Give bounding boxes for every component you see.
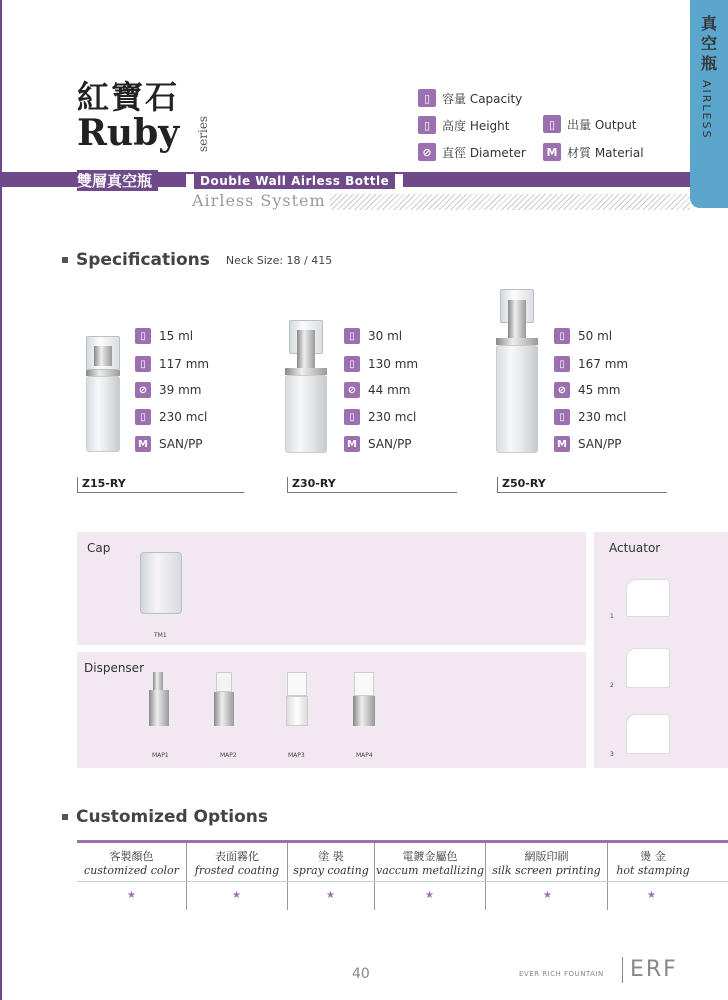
star-silk-screen-printing: ★ <box>543 890 552 901</box>
option-vaccum-metallizing: 電鍍金屬色 vaccum metallizing <box>375 850 485 877</box>
actuator-2-label: 2 <box>610 682 614 689</box>
star-frosted-coating: ★ <box>232 890 241 901</box>
company-name: EVER RICH FOUNTAIN <box>519 970 604 978</box>
page-edge-line <box>0 0 2 1000</box>
system-label: Airless System <box>192 191 326 210</box>
spec-output: 230 mcl <box>368 410 417 424</box>
model-z50: Z50-RY <box>497 477 667 493</box>
spec-z15 <box>135 326 209 454</box>
title-zh: 紅寶石 <box>77 78 180 116</box>
specifications-heading: Specifications Neck Size: 18 / 415 <box>62 250 332 270</box>
output-icon: ▯ <box>543 115 561 133</box>
cap-label: Cap <box>87 541 111 555</box>
map4-head <box>354 672 374 696</box>
map4-label: MAP4 <box>356 752 373 759</box>
spec-output: 230 mcl <box>159 410 208 424</box>
map2-head <box>216 672 232 692</box>
capacity-icon: ▯ <box>344 328 360 344</box>
material-icon: M <box>543 143 561 161</box>
spec-height: 130 mm <box>368 357 419 371</box>
actuator-2-image <box>626 648 670 688</box>
option-frosted-coating: 表面霧化 frosted coating <box>194 850 280 877</box>
bullet-icon <box>62 814 68 820</box>
capacity-icon: ▯ <box>135 328 151 344</box>
height-icon: ▯ <box>554 356 570 372</box>
table-row-divider <box>77 881 728 882</box>
bottle-z50-body <box>496 345 538 453</box>
star-vaccum-metallizing: ★ <box>425 890 434 901</box>
legend-diameter: ⊘ 直徑 Diameter <box>418 143 526 161</box>
output-icon: ▯ <box>554 409 570 425</box>
bottle-z30-pump <box>297 330 315 368</box>
bottle-z15-pump <box>94 346 112 366</box>
map3-label: MAP3 <box>288 752 305 759</box>
spec-z50 <box>554 326 628 454</box>
cap-tm1-image <box>140 552 182 614</box>
spec-height: 167 mm <box>578 357 629 371</box>
model-z15: Z15-RY <box>77 477 244 493</box>
bottle-z50-pump <box>508 300 526 338</box>
spec-capacity: 30 ml <box>368 329 403 343</box>
legend-height: ▯ 高度 Height <box>418 116 509 134</box>
height-icon: ▯ <box>135 356 151 372</box>
bottle-z15-body <box>86 376 120 452</box>
actuator-label: Actuator <box>609 541 661 555</box>
material-icon: M <box>344 436 360 452</box>
bottle-z50-collar <box>496 338 538 345</box>
bottle-z30-body <box>285 375 327 453</box>
band-title-zh: 雙層真空瓶 <box>77 170 158 191</box>
page-number: 40 <box>352 966 370 982</box>
option-spray-coating: 塗 裝 spray coating <box>293 850 369 877</box>
output-icon: ▯ <box>135 409 151 425</box>
map1-head <box>153 672 163 690</box>
diameter-icon: ⊘ <box>418 143 436 161</box>
map1-label: MAP1 <box>152 752 169 759</box>
series-label: series <box>196 115 210 152</box>
spec-diameter: 39 mm <box>159 383 202 397</box>
title-en: Ruby <box>77 112 180 154</box>
option-hot-stamping: 燙 金 hot stamping <box>616 850 690 877</box>
spec-material: SAN/PP <box>159 437 203 451</box>
option-silk-screen-printing: 網版印刷 silk screen printing <box>492 850 601 877</box>
spec-diameter: 44 mm <box>368 383 411 397</box>
band-title-en: Double Wall Airless Bottle <box>186 174 403 190</box>
spec-diameter: 45 mm <box>578 383 621 397</box>
map2-body <box>214 692 234 726</box>
legend-output: ▯ 出量 Output <box>543 115 637 133</box>
logo-divider <box>622 957 623 983</box>
options-table-header-line <box>77 840 728 843</box>
map3-body <box>286 696 308 726</box>
spec-z30 <box>344 326 418 454</box>
output-icon: ▯ <box>344 409 360 425</box>
height-icon: ▯ <box>418 116 436 134</box>
table-divider <box>287 843 288 910</box>
model-z30: Z30-RY <box>287 477 457 493</box>
capacity-icon: ▯ <box>418 89 436 107</box>
erf-logo: ERF <box>630 957 678 982</box>
side-tab-en: AIRLESS <box>700 80 713 140</box>
diameter-icon: ⊘ <box>344 382 360 398</box>
neck-size: Neck Size: 18 / 415 <box>225 253 333 267</box>
map2-label: MAP2 <box>220 752 237 759</box>
table-divider <box>374 843 375 910</box>
map3-head <box>287 672 307 696</box>
spec-capacity: 15 ml <box>159 329 194 343</box>
diameter-icon: ⊘ <box>135 382 151 398</box>
actuator-3-image <box>626 714 670 754</box>
options-heading: Customized Options <box>62 807 268 827</box>
bullet-icon <box>62 257 68 263</box>
cap-tm1-label: TM1 <box>154 632 167 639</box>
diameter-icon: ⊘ <box>554 382 570 398</box>
bottle-z30-collar <box>285 368 327 375</box>
side-tab-zh: 真空瓶 <box>700 14 717 73</box>
star-spray-coating: ★ <box>326 890 335 901</box>
material-icon: M <box>554 436 570 452</box>
legend-capacity: ▯ 容量 Capacity <box>418 89 522 107</box>
spec-output: 230 mcl <box>578 410 627 424</box>
actuator-1-image <box>626 579 670 617</box>
table-divider <box>485 843 486 910</box>
legend-material: M 材質 Material <box>543 143 644 161</box>
map1-body <box>149 690 169 726</box>
spec-height: 117 mm <box>159 357 210 371</box>
hatch-decoration <box>330 194 690 210</box>
star-customized-color: ★ <box>127 890 136 901</box>
table-divider <box>607 843 608 910</box>
dispenser-label: Dispenser <box>84 661 144 675</box>
actuator-3-label: 3 <box>610 751 614 758</box>
spec-capacity: 50 ml <box>578 329 613 343</box>
material-icon: M <box>135 436 151 452</box>
table-divider <box>186 843 187 910</box>
star-hot-stamping: ★ <box>647 890 656 901</box>
capacity-icon: ▯ <box>554 328 570 344</box>
height-icon: ▯ <box>344 356 360 372</box>
actuator-1-label: 1 <box>610 613 614 620</box>
spec-material: SAN/PP <box>368 437 412 451</box>
map4-body <box>353 696 375 726</box>
spec-material: SAN/PP <box>578 437 622 451</box>
option-customized-color: 客製顏色 customized color <box>84 850 179 877</box>
